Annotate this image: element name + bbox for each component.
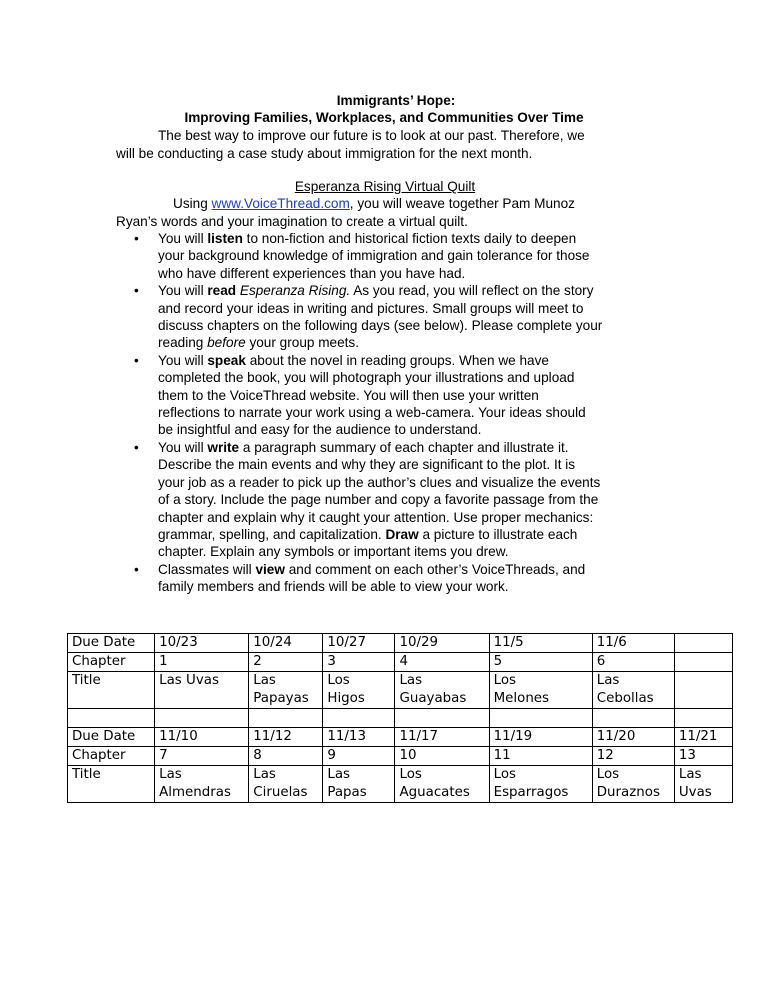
row-label: Title bbox=[68, 766, 155, 803]
row-label: Due Date bbox=[68, 634, 155, 653]
chapter-title-cell bbox=[155, 672, 249, 709]
title-line: Uvas bbox=[678, 785, 712, 800]
row-label: Title bbox=[68, 672, 155, 709]
table-cell: 2 bbox=[249, 653, 323, 672]
title-line: Papas bbox=[327, 785, 367, 800]
table-cell: 11/10 bbox=[155, 728, 249, 747]
table-cell: 11/6 bbox=[592, 634, 674, 653]
chapter-title-cell bbox=[592, 766, 674, 803]
row-label: Chapter bbox=[68, 747, 155, 766]
table-cell: 4 bbox=[395, 653, 489, 672]
using-line-2: Ryan’s words and your imagination to create a virtual quilt. bbox=[116, 213, 468, 229]
discussion-schedule-table bbox=[67, 633, 733, 803]
using-prefix: Using bbox=[173, 196, 212, 211]
title-line: Melones bbox=[493, 691, 550, 706]
title-line bbox=[159, 690, 243, 708]
title-line: Las Uvas bbox=[159, 673, 219, 688]
title-line: Las bbox=[399, 673, 423, 688]
section-heading-text: Esperanza Rising Virtual Quilt bbox=[294, 179, 476, 194]
title-line: Cebollas bbox=[596, 691, 654, 706]
using-suffix: , you will weave together Pam Munoz bbox=[349, 196, 575, 211]
title-line: Esparragos bbox=[493, 785, 569, 800]
title-line: Las bbox=[253, 767, 276, 782]
table-cell: 10/24 bbox=[249, 634, 323, 653]
bullet-view: • Classmates will view and comment on each other’s VoiceThreads, and family members and friends will be able to view your work. bbox=[134, 561, 586, 595]
table-cell: 11 bbox=[489, 747, 592, 766]
table-cell: 10/23 bbox=[155, 634, 249, 653]
title-line: Los bbox=[493, 673, 517, 688]
chapter-title-cell bbox=[155, 766, 249, 803]
title-line: Guayabas bbox=[399, 691, 467, 706]
table-cell: 11/20 bbox=[592, 728, 674, 747]
chapter-title-cell bbox=[323, 766, 395, 803]
table-cell: 7 bbox=[155, 747, 249, 766]
chapter-title-cell bbox=[395, 672, 489, 709]
due-date-row bbox=[68, 634, 733, 653]
title-line: Los bbox=[596, 767, 620, 782]
table-cell: 5 bbox=[489, 653, 592, 672]
table-cell bbox=[674, 634, 732, 653]
row-label: Chapter bbox=[68, 653, 155, 672]
bullet-write: • You will write a paragraph summary of each chapter and illustrate it. Describe the main events and why they are significant to the plot. It is your job as a reader to pick up the author’s clues and visualize the events of a story. Include the page number and copy a favorite passage from the chapter and explain why it caught your attention. Use proper mechanics: grammar, spelling, and capitalization. Draw a picture to illustrate each chapter. Explain any symbols or important items you drew. bbox=[134, 439, 601, 560]
table-cell: 11/5 bbox=[489, 634, 592, 653]
row-label: Due Date bbox=[68, 728, 155, 747]
title-line: Las bbox=[327, 767, 351, 782]
title-line: Higos bbox=[327, 691, 365, 706]
title-line bbox=[679, 672, 727, 690]
table-cell: 11/12 bbox=[249, 728, 323, 747]
table-cell: 13 bbox=[674, 747, 732, 766]
title-line: Aguacates bbox=[399, 785, 470, 800]
table-cell bbox=[674, 709, 732, 728]
chapter-title-cell bbox=[674, 766, 732, 803]
title-line: Almendras bbox=[159, 785, 231, 800]
section-heading bbox=[0, 178, 768, 195]
chapter-title-cell bbox=[489, 766, 592, 803]
table-cell: 11/17 bbox=[395, 728, 489, 747]
table-cell bbox=[489, 709, 592, 728]
title-line: Los bbox=[399, 767, 422, 782]
table-cell bbox=[592, 709, 674, 728]
title-line: Las bbox=[678, 767, 702, 782]
intro-paragraph bbox=[117, 127, 677, 162]
title-line: Las bbox=[159, 767, 182, 782]
bullet-read: • You will read Esperanza Rising. As you read, you will reflect on the story and record your ideas in writing and pictures. Small groups will meet to discuss chapters on the following days (see below). Please complete your reading before your group meets. bbox=[134, 283, 603, 351]
title-line: Papayas bbox=[253, 691, 309, 706]
document-title: Immigrants’ Hope: bbox=[336, 93, 456, 108]
table-cell: 11/19 bbox=[489, 728, 592, 747]
table-cell bbox=[323, 709, 395, 728]
table-cell: 10 bbox=[395, 747, 489, 766]
table-cell: 8 bbox=[249, 747, 323, 766]
title-line: Las bbox=[253, 673, 276, 688]
title-line bbox=[679, 690, 727, 708]
table-cell: 1 bbox=[155, 653, 249, 672]
title-line: Las bbox=[596, 673, 620, 688]
title-line: Los bbox=[327, 673, 350, 688]
chapter-title-cell bbox=[323, 672, 395, 709]
document-subtitle: Improving Families, Workplaces, and Communities Over Time bbox=[184, 110, 584, 125]
row-label bbox=[68, 709, 155, 728]
table-cell: 10/27 bbox=[323, 634, 395, 653]
voicethread-link[interactable]: www.VoiceThread.com bbox=[211, 196, 350, 211]
chapter-title-cell bbox=[489, 672, 592, 709]
chapter-title-cell bbox=[592, 672, 674, 709]
chapter-title-cell bbox=[674, 672, 732, 709]
chapter-title-cell bbox=[249, 672, 323, 709]
table-cell bbox=[249, 709, 323, 728]
table-cell: 12 bbox=[592, 747, 674, 766]
spacer-row bbox=[68, 709, 733, 728]
chapter-title-cell bbox=[249, 766, 323, 803]
bullet-speak: • You will speak about the novel in reading groups. When we have completed the book, you will photograph your illustrations and upload them to the VoiceThread website. You will then use your written reflections to narrate your work using a web-camera. Your ideas should be insightful and easy for the audience to understand. bbox=[134, 352, 586, 438]
table-cell: 3 bbox=[323, 653, 395, 672]
intro-line-2: will be conducting a case study about immigration for the next month. bbox=[116, 145, 533, 161]
due-date-row bbox=[68, 728, 733, 747]
table-cell: 6 bbox=[592, 653, 674, 672]
table-cell bbox=[155, 709, 249, 728]
table-cell: 11/21 bbox=[674, 728, 732, 747]
table-cell: 11/13 bbox=[323, 728, 395, 747]
table-cell: 9 bbox=[323, 747, 395, 766]
title-line: Duraznos bbox=[596, 785, 660, 800]
title-line: Ciruelas bbox=[253, 785, 308, 800]
table-cell: 10/29 bbox=[395, 634, 489, 653]
title-row bbox=[68, 766, 733, 803]
title-row bbox=[68, 672, 733, 709]
table-cell bbox=[395, 709, 489, 728]
using-paragraph bbox=[117, 195, 647, 230]
table-cell bbox=[674, 653, 732, 672]
chapter-row bbox=[68, 747, 733, 766]
title-line: Los bbox=[493, 767, 517, 782]
bullet-listen: • You will listen to non-fiction and historical fiction texts daily to deepen your background knowledge of immigration and gain tolerance for those who have different experiences than you have had. bbox=[134, 231, 590, 281]
activity-bullet-list bbox=[134, 230, 658, 596]
intro-line-1: The best way to improve our future is to look at our past. Therefore, we bbox=[158, 128, 585, 143]
chapter-title-cell bbox=[395, 766, 489, 803]
chapter-row bbox=[68, 653, 733, 672]
